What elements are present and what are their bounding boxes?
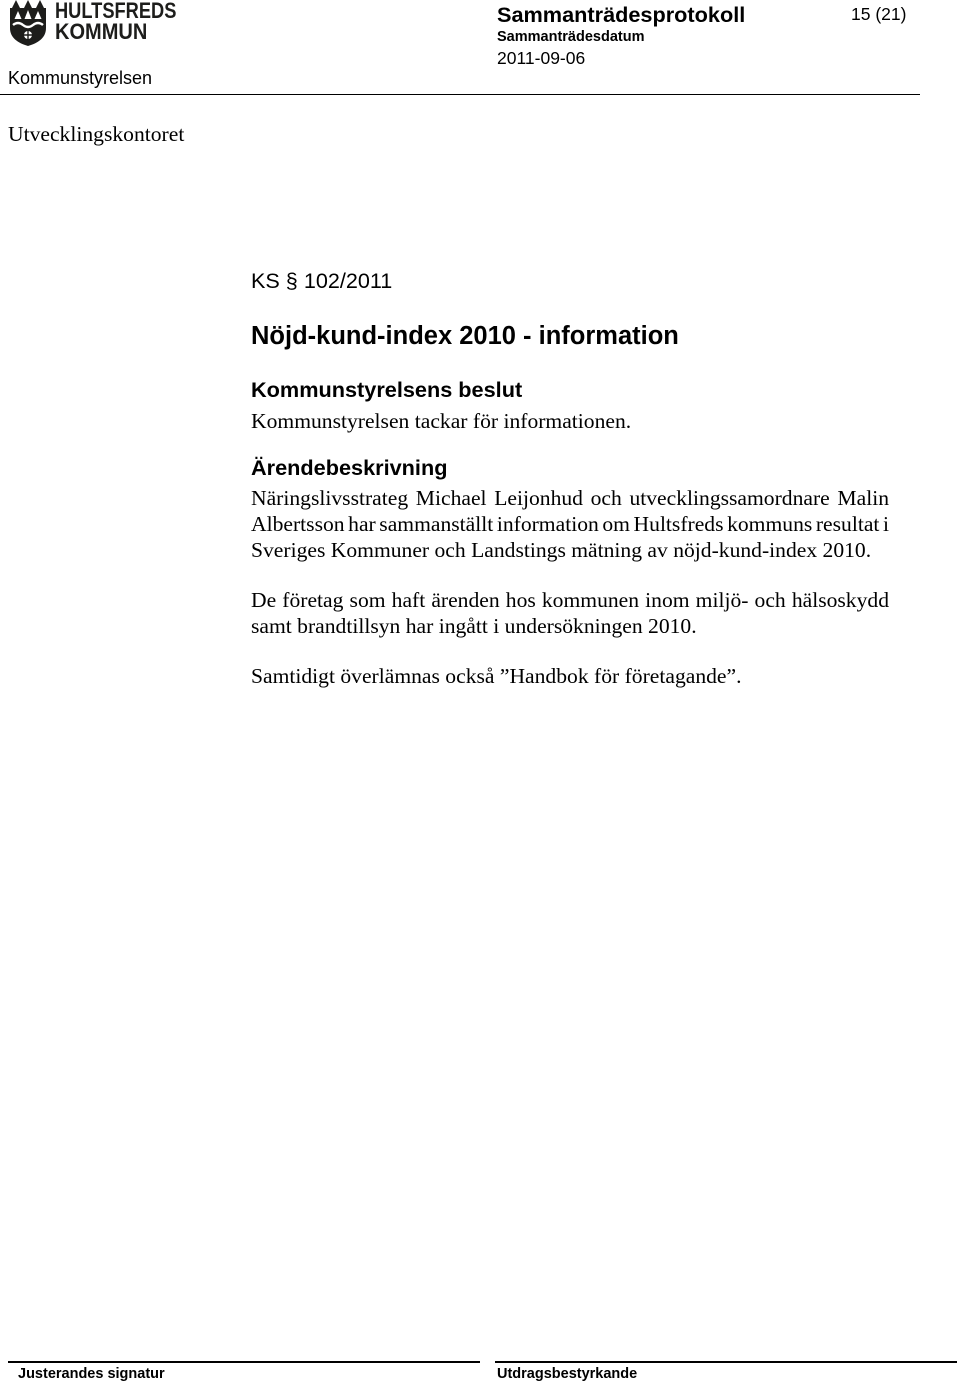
- paragraph-line: Albertsson har sammanställt information om Hultsfreds kommuns resultat i: [251, 512, 889, 536]
- paragraph-line: Sveriges Kommuner och Landstings mätning av nöjd-kund-index 2010.: [251, 538, 872, 562]
- description-paragraph: [251, 663, 889, 689]
- header-divider: [0, 94, 920, 95]
- municipality-logo: [8, 0, 198, 46]
- paragraph-line: De företag som haft ärenden hos kommunen inom miljö- och hälsoskydd: [251, 588, 889, 612]
- department-name: Utvecklingskontoret: [8, 122, 185, 146]
- logo-text-kommun: KOMMUN: [55, 19, 148, 44]
- signature-label: Justerandes signatur: [18, 1366, 165, 1382]
- description-paragraph: [251, 485, 889, 563]
- decision-heading: Kommunstyrelsens beslut: [251, 377, 523, 402]
- meeting-date-label: Sammanträdesdatum: [497, 29, 645, 45]
- committee-name: Kommunstyrelsen: [8, 68, 153, 88]
- paragraph-line: Näringslivsstrateg Michael Leijonhud och utvecklingssamordnare Malin: [251, 486, 889, 510]
- coat-of-arms-icon: [8, 0, 48, 46]
- case-number: KS § 102/2011: [251, 268, 393, 293]
- document-type: Sammanträdesprotokoll: [497, 2, 746, 27]
- certification-line: [495, 1361, 957, 1363]
- meeting-date: 2011-09-06: [497, 48, 586, 68]
- page-number: 15 (21): [851, 4, 907, 24]
- paragraph-line: Samtidigt överlämnas också ”Handbok för företagande”.: [251, 664, 742, 688]
- logo-text-municipality: HULTSFREDS: [55, 0, 177, 23]
- description-heading: Ärendebeskrivning: [251, 455, 448, 480]
- description-paragraph: [251, 587, 889, 639]
- signature-line: [8, 1361, 480, 1363]
- decision-text: Kommunstyrelsen tackar för informationen.: [251, 409, 632, 433]
- paragraph-line: samt brandtillsyn har ingått i undersökningen 2010.: [251, 614, 697, 638]
- case-title: Nöjd-kund-index 2010 - information: [251, 322, 679, 350]
- certification-label: Utdragsbestyrkande: [497, 1366, 638, 1382]
